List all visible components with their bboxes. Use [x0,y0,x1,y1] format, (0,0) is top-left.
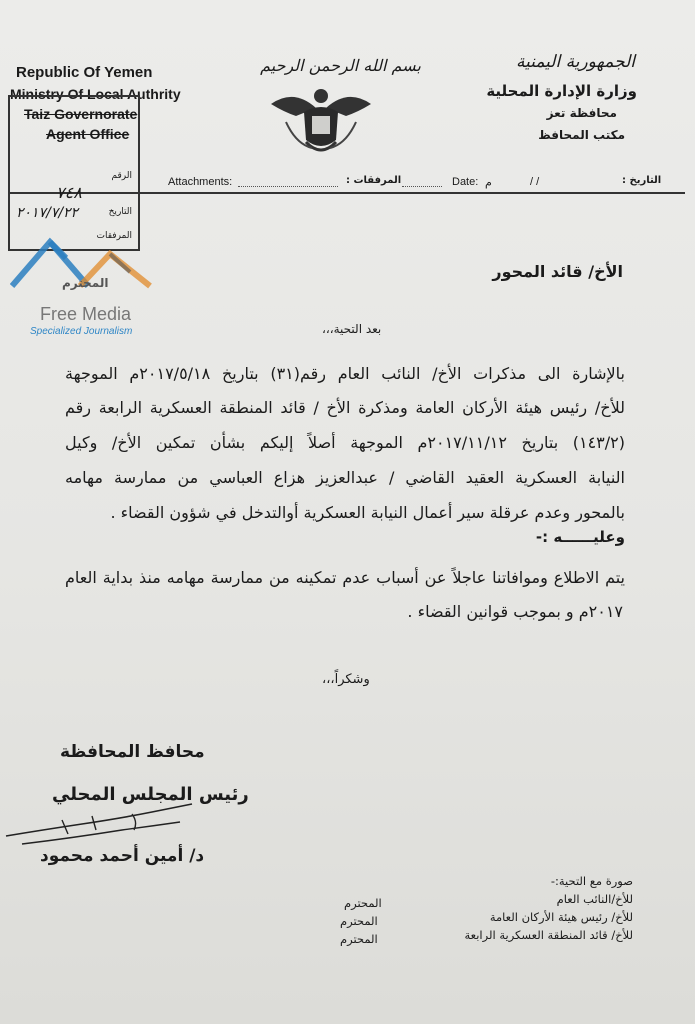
body-line-1: بالإشارة الى مذكرات الأخ/ النائب العام رقم(٣١) بتاريخ ٢٠١٧/٥/١٨م الموجهة [65,364,625,383]
date-slashes: / / [530,176,540,188]
header-ar-line1: الجمهورية اليمنية [515,52,635,72]
cc-item-3-honor: المحترم [340,932,378,946]
cc-item-1-to: للأخ/النائب العام [556,892,633,906]
body-line-3: (١٤٣/٢) بتاريخ ٢٠١٧/١١/١٢م الموجهة أصلاً إليكم بشأن تمكين الأخ/ وكيل [65,433,625,452]
body-line-2: للأخ/ رئيس هيئة الأركان العامة ومذكرة الأخ / قائد المنطقة العسكرية الرابعة رقم [65,398,625,417]
date-label-ar: التاريخ : [622,175,662,186]
action-line-1: يتم الاطلاع وموافاتنا عاجلاً عن أسباب عدم تمكينه من ممارسة مهامه منذ بداية العام [65,568,625,587]
attachments-ar-dotted-line [402,186,442,187]
addressee: الأخ/ قائد المحور [492,262,623,281]
watermark-tagline: Specialized Journalism [30,326,133,337]
yemen-eagle-emblem-icon [266,82,376,160]
cc-item-2-to: للأخ/ رئيس هيئة الأركان العامة [489,910,633,924]
stamp-date-value: ٢٠١٧/٧/٢٢ [16,205,79,221]
action-line-2: ٢٠١٧م و بموجب قوانين القضاء . [407,602,623,621]
and-therefore: وعليــــــه :- [535,528,625,546]
stamp-label-attach: المرفقات [96,231,132,241]
header-ar-line3: محافظة تعز [546,106,617,120]
stamp-number-value: ٧٤٨ [56,183,82,202]
stamp-label-number: الرقم [111,171,132,181]
greeting: بعد التحية،،، [322,322,382,336]
signature-title-1: محافظ المحافظة [60,742,205,762]
signature-name: د/ أمين أحمد محمود [40,846,205,866]
cc-item-1-honor: المحترم [344,896,382,910]
cc-heading: صورة مع التحية:- [550,874,633,888]
header-en-line1: Republic Of Yemen [16,64,153,81]
basmala: بسم الله الرحمن الرحيم [260,56,421,75]
attachments-dotted-line [238,186,338,187]
header-ar-line2: وزارة الإدارة المحلية [486,82,637,100]
date-m-marker: م [485,176,492,189]
header-en-line3: Taiz Governorate [24,106,138,122]
signature-title-2: رئيس المجلس المحلي [52,784,249,805]
date-label-en: Date: [452,176,479,188]
header-en-line2: Ministry Of Local Authrity [10,86,181,102]
body-line-4: النيابة العسكرية العقيد القاضي / عبدالعزيز هزاع العباسي من ممارسة مهامه [65,468,625,487]
cc-item-3-to: للأخ/ قائد المنطقة العسكرية الرابعة [464,928,633,942]
attachments-label-ar: المرفقات : [346,175,402,186]
header-en-line4: Agent Office [46,126,130,142]
body-line-5: بالمحور وعدم عرقلة سير أعمال النيابة العسكرية أوالتدخل في شؤون القضاء . [110,503,625,522]
cc-item-2-honor: المحترم [340,914,378,928]
stamp-label-date: التاريخ [108,207,132,217]
watermark-name: Free Media [40,304,132,324]
header-ar-line4: مكتب المحافظ [538,128,625,142]
stamp-honorific: المحترم [62,276,109,290]
thanks: وشكراً،،، [322,672,370,687]
attachments-label-en: Attachments: [168,176,233,188]
